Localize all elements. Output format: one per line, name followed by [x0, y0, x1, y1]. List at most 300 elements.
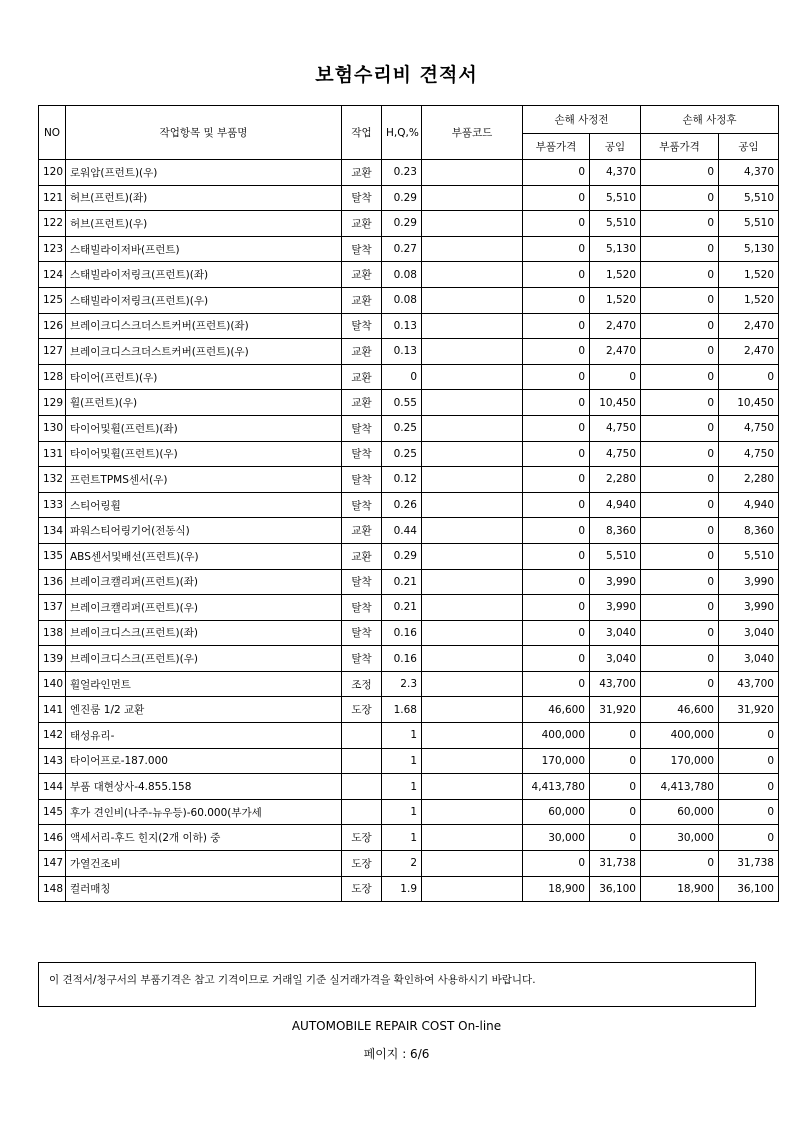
- row-before-part-price: 0: [523, 569, 590, 595]
- row-no: 144: [43, 780, 64, 793]
- table-row: [39, 671, 779, 697]
- row-work-type: 도장: [342, 697, 382, 723]
- row-item-name: 브레이크디스크(프런트)(좌): [66, 620, 342, 646]
- row-item-name: 타이어프로-187.000: [66, 748, 342, 774]
- row-item-name: 허브(프런트)(우): [66, 211, 342, 237]
- row-after-labor: 3,990: [719, 595, 779, 621]
- row-before-part-price: 0: [523, 646, 590, 672]
- table-row: [39, 467, 779, 493]
- row-before-labor: 3,040: [590, 646, 641, 672]
- row-part-code: [422, 313, 523, 339]
- row-before-part-price: 0: [523, 543, 590, 569]
- row-no-cell: [39, 851, 66, 877]
- row-before-part-price: 0: [523, 595, 590, 621]
- row-no-cell: [39, 543, 66, 569]
- row-hq: 0.21: [382, 595, 422, 621]
- row-no-cell: [39, 671, 66, 697]
- row-after-labor: 4,750: [719, 415, 779, 441]
- row-after-part-price: 0: [641, 262, 719, 288]
- document-title: 보험수리비 견적서: [315, 64, 478, 86]
- row-no: 137: [43, 601, 64, 614]
- row-no-cell: [39, 518, 66, 544]
- header-before: 손해 사정전: [523, 106, 641, 134]
- row-after-part-price: 0: [641, 339, 719, 365]
- row-no: 145: [43, 806, 64, 819]
- row-after-labor: 0: [719, 364, 779, 390]
- row-after-labor: 3,040: [719, 620, 779, 646]
- row-part-code: [422, 441, 523, 467]
- row-part-code: [422, 467, 523, 493]
- table-row: [39, 646, 779, 672]
- row-after-labor: 4,750: [719, 441, 779, 467]
- row-after-part-price: 0: [641, 518, 719, 544]
- row-before-part-price: 18,900: [523, 876, 590, 902]
- row-after-part-price: 0: [641, 467, 719, 493]
- table-row: [39, 313, 779, 339]
- row-part-code: [422, 287, 523, 313]
- table-row: [39, 185, 779, 211]
- row-work-type: 교환: [342, 364, 382, 390]
- row-hq: 0.55: [382, 390, 422, 416]
- row-after-labor: 5,510: [719, 185, 779, 211]
- estimate-table: [38, 105, 779, 902]
- row-no-cell: [39, 467, 66, 493]
- row-part-code: [422, 697, 523, 723]
- row-before-part-price: 0: [523, 415, 590, 441]
- row-part-code: [422, 518, 523, 544]
- row-no-cell: [39, 825, 66, 851]
- row-before-part-price: 46,600: [523, 697, 590, 723]
- row-before-labor: 2,470: [590, 313, 641, 339]
- row-no-cell: [39, 876, 66, 902]
- row-after-labor: 43,700: [719, 671, 779, 697]
- row-before-labor: 0: [590, 723, 641, 749]
- header-after: 손해 사정후: [641, 106, 779, 134]
- row-after-labor: 31,920: [719, 697, 779, 723]
- row-hq: 0.26: [382, 492, 422, 518]
- row-work-type: 탈착: [342, 492, 382, 518]
- row-part-code: [422, 262, 523, 288]
- row-before-labor: 5,510: [590, 543, 641, 569]
- row-part-code: [422, 620, 523, 646]
- row-after-labor: 5,510: [719, 543, 779, 569]
- row-item-name: 부품 대현상사-4.855.158: [66, 774, 342, 800]
- row-hq: 0: [382, 364, 422, 390]
- row-after-labor: 2,280: [719, 467, 779, 493]
- row-after-labor: 4,940: [719, 492, 779, 518]
- row-before-labor: 0: [590, 825, 641, 851]
- row-after-part-price: 400,000: [641, 723, 719, 749]
- row-after-labor: 0: [719, 723, 779, 749]
- row-part-code: [422, 543, 523, 569]
- row-work-type: 탈착: [342, 646, 382, 672]
- row-item-name: 타이어및휠(프런트)(좌): [66, 415, 342, 441]
- notice-box: 이 견적서/청구서의 부품기격은 참고 기격이므로 거래일 기준 실거래가격을 확인하여 사용하시기 바랍니다.: [38, 962, 756, 1007]
- row-item-name: 스태빌라이저링크(프런트)(좌): [66, 262, 342, 288]
- row-after-labor: 10,450: [719, 390, 779, 416]
- row-hq: 0.44: [382, 518, 422, 544]
- row-before-part-price: 0: [523, 339, 590, 365]
- table-row: [39, 415, 779, 441]
- row-before-labor: 3,990: [590, 569, 641, 595]
- row-work-type: 교환: [342, 262, 382, 288]
- row-after-part-price: 0: [641, 236, 719, 262]
- row-no-cell: [39, 697, 66, 723]
- row-item-name: 가열건조비: [66, 851, 342, 877]
- row-before-part-price: 0: [523, 492, 590, 518]
- row-work-type: 교환: [342, 211, 382, 237]
- row-before-labor: 36,100: [590, 876, 641, 902]
- row-no: 147: [43, 857, 64, 870]
- row-after-labor: 0: [719, 774, 779, 800]
- row-hq: 0.23: [382, 160, 422, 186]
- row-item-name: 브레이크캘리퍼(프런트)(좌): [66, 569, 342, 595]
- row-before-part-price: 0: [523, 236, 590, 262]
- row-no: 120: [43, 166, 64, 179]
- row-before-part-price: 0: [523, 518, 590, 544]
- row-before-part-price: 0: [523, 441, 590, 467]
- row-item-name: 브레이크디스크(프런트)(우): [66, 646, 342, 672]
- row-no: 140: [43, 678, 64, 691]
- row-before-part-price: 0: [523, 262, 590, 288]
- row-after-part-price: 60,000: [641, 799, 719, 825]
- row-item-name: 태성유리-: [66, 723, 342, 749]
- row-part-code: [422, 236, 523, 262]
- row-no: 122: [43, 217, 64, 230]
- row-no-cell: [39, 492, 66, 518]
- row-after-part-price: 46,600: [641, 697, 719, 723]
- table-row: [39, 518, 779, 544]
- row-hq: 2: [382, 851, 422, 877]
- row-item-name: 브레이크캘리퍼(프런트)(우): [66, 595, 342, 621]
- row-before-labor: 4,750: [590, 415, 641, 441]
- row-hq: 0.16: [382, 620, 422, 646]
- row-after-part-price: 0: [641, 492, 719, 518]
- row-item-name: 허브(프런트)(좌): [66, 185, 342, 211]
- row-hq: 1: [382, 825, 422, 851]
- row-part-code: [422, 569, 523, 595]
- row-part-code: [422, 671, 523, 697]
- row-no-cell: [39, 262, 66, 288]
- row-before-labor: 2,470: [590, 339, 641, 365]
- table-row: [39, 236, 779, 262]
- row-before-labor: 4,940: [590, 492, 641, 518]
- row-before-part-price: 0: [523, 313, 590, 339]
- row-no: 135: [43, 550, 64, 563]
- row-item-name: 후가 견인비(나주-뉴우등)-60.000(부가세: [66, 799, 342, 825]
- row-part-code: [422, 774, 523, 800]
- row-work-type: 탈착: [342, 569, 382, 595]
- row-after-part-price: 0: [641, 543, 719, 569]
- row-after-part-price: 30,000: [641, 825, 719, 851]
- row-before-part-price: 0: [523, 467, 590, 493]
- table-row: [39, 390, 779, 416]
- row-no: 132: [43, 473, 64, 486]
- row-before-part-price: 0: [523, 185, 590, 211]
- row-before-part-price: 0: [523, 851, 590, 877]
- row-work-type: 탈착: [342, 185, 382, 211]
- row-item-name: 파워스티어링기어(전동식): [66, 518, 342, 544]
- row-no-cell: [39, 390, 66, 416]
- row-work-type: 탈착: [342, 236, 382, 262]
- row-after-labor: 5,130: [719, 236, 779, 262]
- row-after-part-price: 170,000: [641, 748, 719, 774]
- row-after-part-price: 0: [641, 390, 719, 416]
- row-no-cell: [39, 774, 66, 800]
- row-hq: 0.08: [382, 287, 422, 313]
- row-before-part-price: 0: [523, 160, 590, 186]
- row-hq: 0.29: [382, 211, 422, 237]
- row-after-labor: 2,470: [719, 339, 779, 365]
- row-after-part-price: 0: [641, 185, 719, 211]
- row-no-cell: [39, 441, 66, 467]
- row-after-part-price: 0: [641, 415, 719, 441]
- row-before-part-price: 0: [523, 671, 590, 697]
- row-after-part-price: 0: [641, 441, 719, 467]
- table-row: [39, 160, 779, 186]
- row-before-part-price: 0: [523, 211, 590, 237]
- row-no: 124: [43, 268, 64, 281]
- row-after-part-price: 0: [641, 313, 719, 339]
- table-row: [39, 799, 779, 825]
- row-no-cell: [39, 748, 66, 774]
- table-row: [39, 825, 779, 851]
- header-hq: H,Q,%: [382, 106, 422, 160]
- row-part-code: [422, 415, 523, 441]
- row-hq: 0.12: [382, 467, 422, 493]
- row-work-type: 탈착: [342, 595, 382, 621]
- row-hq: 0.25: [382, 415, 422, 441]
- row-work-type: [342, 723, 382, 749]
- row-work-type: 교환: [342, 390, 382, 416]
- row-no-cell: [39, 646, 66, 672]
- row-work-type: 탈착: [342, 441, 382, 467]
- header-before-labor: 공임: [590, 134, 641, 160]
- row-before-labor: 0: [590, 774, 641, 800]
- row-after-labor: 2,470: [719, 313, 779, 339]
- row-before-labor: 0: [590, 748, 641, 774]
- row-no-cell: [39, 723, 66, 749]
- row-work-type: 도장: [342, 876, 382, 902]
- row-part-code: [422, 876, 523, 902]
- row-item-name: 타이어및휠(프런트)(우): [66, 441, 342, 467]
- row-no: 148: [43, 882, 64, 895]
- table-row: [39, 748, 779, 774]
- row-after-part-price: 18,900: [641, 876, 719, 902]
- row-no: 128: [43, 371, 64, 384]
- row-before-part-price: 60,000: [523, 799, 590, 825]
- table-row: [39, 620, 779, 646]
- row-after-labor: 3,990: [719, 569, 779, 595]
- row-after-part-price: 4,413,780: [641, 774, 719, 800]
- row-no-cell: [39, 364, 66, 390]
- row-before-labor: 4,750: [590, 441, 641, 467]
- row-hq: 1: [382, 723, 422, 749]
- row-before-labor: 5,130: [590, 236, 641, 262]
- row-item-name: 타이어(프런트)(우): [66, 364, 342, 390]
- row-item-name: 액세서리-후드 힌지(2개 이하) 중: [66, 825, 342, 851]
- row-after-labor: 0: [719, 799, 779, 825]
- row-item-name: 엔진룸 1/2 교환: [66, 697, 342, 723]
- table-row: [39, 697, 779, 723]
- table-row: [39, 262, 779, 288]
- row-no: 123: [43, 243, 64, 256]
- row-no: 129: [43, 396, 64, 409]
- row-no-cell: [39, 236, 66, 262]
- row-no: 142: [43, 729, 64, 742]
- row-work-type: 교환: [342, 287, 382, 313]
- header-after-labor: 공임: [719, 134, 779, 160]
- row-before-labor: 5,510: [590, 211, 641, 237]
- row-part-code: [422, 492, 523, 518]
- row-part-code: [422, 160, 523, 186]
- row-hq: 0.27: [382, 236, 422, 262]
- row-hq: 1: [382, 799, 422, 825]
- row-before-labor: 3,990: [590, 595, 641, 621]
- row-work-type: 도장: [342, 825, 382, 851]
- row-before-part-price: 400,000: [523, 723, 590, 749]
- row-before-labor: 1,520: [590, 287, 641, 313]
- row-no-cell: [39, 415, 66, 441]
- row-work-type: 교환: [342, 518, 382, 544]
- row-hq: 1: [382, 774, 422, 800]
- row-part-code: [422, 364, 523, 390]
- row-no-cell: [39, 569, 66, 595]
- table-row: [39, 364, 779, 390]
- row-before-part-price: 0: [523, 364, 590, 390]
- row-no-cell: [39, 339, 66, 365]
- row-hq: 0.13: [382, 339, 422, 365]
- row-no-cell: [39, 799, 66, 825]
- row-no: 133: [43, 499, 64, 512]
- row-no: 138: [43, 626, 64, 639]
- row-after-labor: 1,520: [719, 262, 779, 288]
- row-work-type: 탈착: [342, 313, 382, 339]
- row-after-part-price: 0: [641, 569, 719, 595]
- row-no-cell: [39, 287, 66, 313]
- row-hq: 2.3: [382, 671, 422, 697]
- row-after-part-price: 0: [641, 620, 719, 646]
- row-after-labor: 4,370: [719, 160, 779, 186]
- row-work-type: [342, 799, 382, 825]
- row-work-type: 탈착: [342, 467, 382, 493]
- row-part-code: [422, 211, 523, 237]
- table-row: [39, 339, 779, 365]
- row-before-labor: 31,920: [590, 697, 641, 723]
- row-before-labor: 10,450: [590, 390, 641, 416]
- row-item-name: 컬러매칭: [66, 876, 342, 902]
- row-work-type: 교환: [342, 160, 382, 186]
- row-before-labor: 0: [590, 364, 641, 390]
- row-before-labor: 31,738: [590, 851, 641, 877]
- row-item-name: 스티어링휠: [66, 492, 342, 518]
- row-item-name: 스태빌라이저링크(프런트)(우): [66, 287, 342, 313]
- row-before-labor: 8,360: [590, 518, 641, 544]
- row-before-labor: 2,280: [590, 467, 641, 493]
- table-body: [39, 160, 779, 902]
- row-before-labor: 4,370: [590, 160, 641, 186]
- row-after-part-price: 0: [641, 287, 719, 313]
- row-work-type: [342, 774, 382, 800]
- row-work-type: 교환: [342, 543, 382, 569]
- table-row: [39, 211, 779, 237]
- row-item-name: ABS센서및배선(프런트)(우): [66, 543, 342, 569]
- row-after-labor: 36,100: [719, 876, 779, 902]
- row-item-name: 휠얼라인먼트: [66, 671, 342, 697]
- row-no: 139: [43, 652, 64, 665]
- row-part-code: [422, 851, 523, 877]
- row-item-name: 휠(프런트)(우): [66, 390, 342, 416]
- row-no: 126: [43, 319, 64, 332]
- row-before-part-price: 30,000: [523, 825, 590, 851]
- row-after-part-price: 0: [641, 160, 719, 186]
- row-item-name: 로워암(프런트)(우): [66, 160, 342, 186]
- table-row: [39, 774, 779, 800]
- row-before-part-price: 4,413,780: [523, 774, 590, 800]
- row-item-name: 스태빌라이저바(프런트): [66, 236, 342, 262]
- row-no: 143: [43, 754, 64, 767]
- header-after-part-price: 부품가격: [641, 134, 719, 160]
- row-no: 136: [43, 575, 64, 588]
- header-code: 부품코드: [422, 106, 523, 160]
- row-hq: 0.16: [382, 646, 422, 672]
- row-no: 121: [43, 191, 64, 204]
- row-hq: 0.29: [382, 185, 422, 211]
- row-item-name: 프런트TPMS센서(우): [66, 467, 342, 493]
- table-row: [39, 287, 779, 313]
- table-row: [39, 876, 779, 902]
- row-before-labor: 43,700: [590, 671, 641, 697]
- row-part-code: [422, 595, 523, 621]
- row-work-type: 조정: [342, 671, 382, 697]
- row-part-code: [422, 185, 523, 211]
- row-part-code: [422, 339, 523, 365]
- header-work: 작업: [342, 106, 382, 160]
- table-row: [39, 441, 779, 467]
- row-hq: 0.13: [382, 313, 422, 339]
- row-part-code: [422, 825, 523, 851]
- row-part-code: [422, 748, 523, 774]
- table-row: [39, 595, 779, 621]
- row-no-cell: [39, 313, 66, 339]
- row-no: 125: [43, 294, 64, 307]
- row-work-type: 탈착: [342, 620, 382, 646]
- row-before-part-price: 0: [523, 390, 590, 416]
- row-no: 127: [43, 345, 64, 358]
- row-hq: 0.25: [382, 441, 422, 467]
- row-no-cell: [39, 595, 66, 621]
- row-no: 130: [43, 422, 64, 435]
- page-number: 페이지 : 6/6: [363, 1047, 430, 1061]
- footer-brand: AUTOMOBILE REPAIR COST On-line: [291, 1019, 502, 1033]
- row-after-part-price: 0: [641, 646, 719, 672]
- row-after-labor: 0: [719, 825, 779, 851]
- table-row: [39, 723, 779, 749]
- row-hq: 0.29: [382, 543, 422, 569]
- row-no: 131: [43, 447, 64, 460]
- row-part-code: [422, 799, 523, 825]
- row-part-code: [422, 646, 523, 672]
- row-work-type: 탈착: [342, 415, 382, 441]
- row-before-part-price: 0: [523, 287, 590, 313]
- row-after-labor: 8,360: [719, 518, 779, 544]
- row-before-labor: 5,510: [590, 185, 641, 211]
- row-before-labor: 1,520: [590, 262, 641, 288]
- table-row: [39, 851, 779, 877]
- row-after-part-price: 0: [641, 851, 719, 877]
- row-hq: 0.08: [382, 262, 422, 288]
- row-after-part-price: 0: [641, 671, 719, 697]
